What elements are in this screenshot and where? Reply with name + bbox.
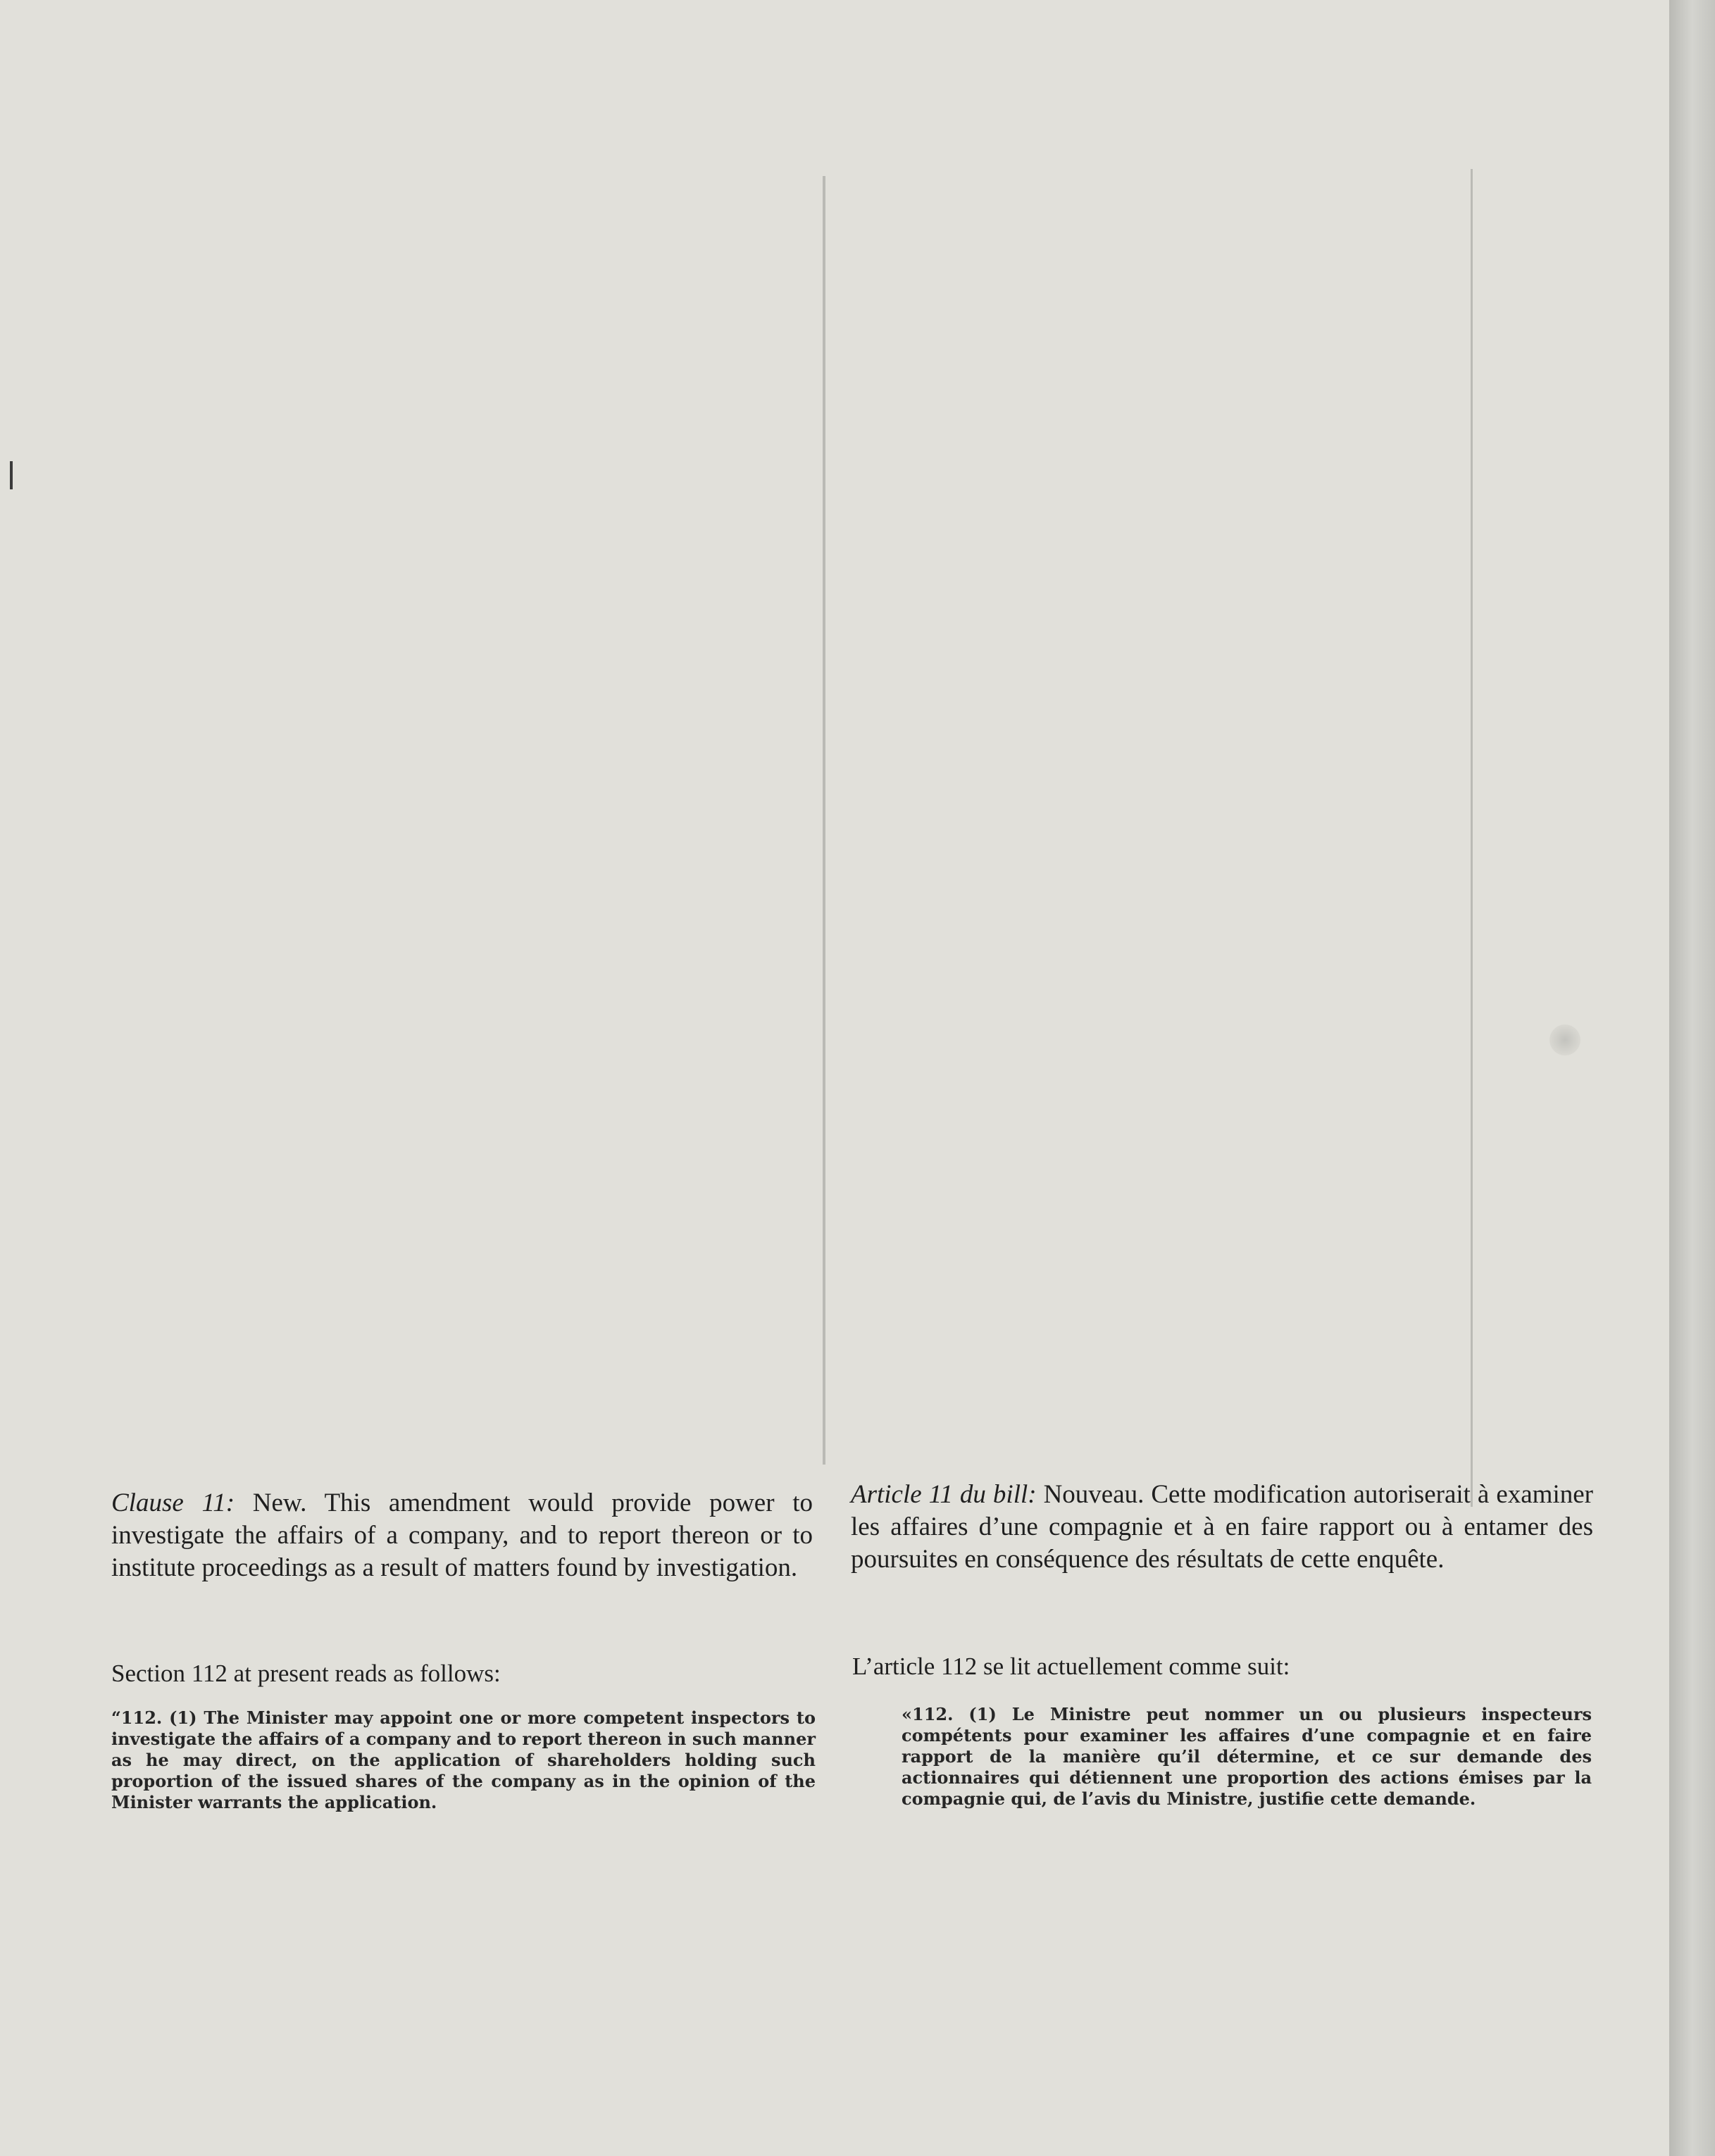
clause-note-english [111, 1487, 813, 1584]
quote-fr: «112. (1) Le Ministre peut nommer un ou plusieurs inspecteurs compétents pour examiner les affaires d’une compagnie et en faire rapport de la manière qu’il détermine, et ce sur demande des actionnaires qui détiennent une proportion des actions émises par la compagnie qui, de l’avis du Ministre, justifie cette demande. [902, 1704, 1592, 1809]
clause-label-fr: Article 11 du bill: [851, 1480, 1037, 1509]
quoted-section-english [111, 1707, 816, 1813]
clause-label-en: Clause 11: [111, 1488, 235, 1517]
section-heading-english [111, 1658, 813, 1689]
paper-stain [1549, 1024, 1580, 1055]
clause-body-fr: Nouveau. Cette modification autoriserait à examiner les affaires d’une compagnie et à en faire rapport ou à entamer des poursuites en conséquence des résultats de cette enquête. [851, 1480, 1593, 1574]
binding-mark [10, 461, 13, 489]
section-heading-en: Section 112 at present reads as follows: [111, 1660, 501, 1687]
clause-note-french [851, 1479, 1593, 1576]
clause-note-text-fr [851, 1479, 1593, 1576]
quoted-section-french [902, 1704, 1592, 1810]
section-heading-french [852, 1651, 1595, 1682]
page-edge-shadow [1669, 0, 1715, 2156]
clause-note-text-en [111, 1487, 813, 1584]
margin-rule [1471, 169, 1473, 1507]
clause-body-en: New. This amendment would provide power to investigate the affairs of a company, and to report thereon or to institute proceedings as a result of matters found by investigation. [111, 1488, 813, 1582]
quote-en: “112. (1) The Minister may appoint one or more competent inspectors to investigate the affairs of a company and to report thereon in such manner as he may direct, on the application of shareholders holding such proportion of the issued shares of the company as in the opinion of the Minister warrants the application. [111, 1707, 816, 1812]
section-heading-fr: L’article 112 se lit actuellement comme suit: [852, 1653, 1290, 1680]
column-divider [823, 176, 825, 1465]
